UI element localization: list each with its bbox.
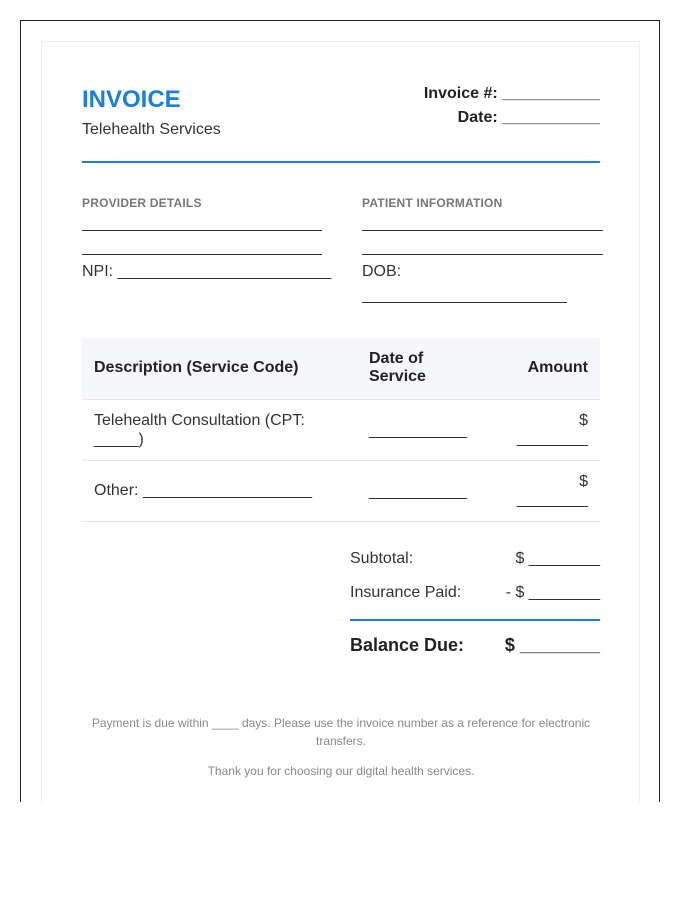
row1-date-field: ___________	[369, 422, 467, 439]
row1-description-line2: _____)	[94, 431, 144, 448]
totals-divider	[350, 619, 600, 621]
balance-due-value: $ ________	[504, 635, 600, 655]
column-header-date-line2: Service	[369, 368, 426, 385]
balance-due-label: Balance Due:	[350, 635, 465, 655]
table-row-divider	[82, 460, 600, 461]
insurance-paid-value: - $ ________	[505, 584, 600, 601]
patient-dob-line	[362, 302, 567, 303]
table-row-divider	[82, 399, 600, 400]
patient-address-line	[362, 254, 603, 255]
column-header-description: Description (Service Code)	[94, 359, 299, 376]
invoice-number-field: Invoice #: ___________	[423, 85, 600, 102]
row2-date-field: ___________	[369, 483, 467, 500]
row2-amount-symbol: $	[579, 473, 588, 490]
invoice-date-field: Date: ___________	[457, 109, 600, 126]
row1-description-line1: Telehealth Consultation (CPT:	[94, 412, 305, 429]
payment-terms-note: Payment is due within ____ days. Please use the invoice number as a reference for electronic transfers.	[91, 716, 591, 748]
invoice-subtitle: Telehealth Services	[82, 121, 221, 138]
subtotal-label: Subtotal:	[350, 550, 414, 567]
insurance-paid-label: Insurance Paid:	[350, 584, 462, 601]
row1-amount-field: ________	[516, 430, 588, 447]
provider-npi-field: NPI: ________________________	[82, 263, 332, 280]
header-divider	[82, 161, 600, 163]
column-header-date-line1: Date of	[369, 350, 424, 367]
provider-address-line	[82, 254, 322, 255]
invoice-title: INVOICE	[82, 86, 181, 113]
column-header-amount: Amount	[527, 359, 588, 376]
provider-name-line	[82, 230, 322, 231]
provider-section-label: PROVIDER DETAILS	[82, 196, 202, 210]
table-row-divider	[82, 521, 600, 522]
subtotal-value: $ ________	[515, 550, 600, 567]
patient-dob-label: DOB:	[362, 263, 402, 280]
patient-section-label: PATIENT INFORMATION	[362, 196, 503, 210]
row1-amount-symbol: $	[579, 412, 588, 429]
row2-description: Other: ___________________	[94, 482, 312, 499]
patient-name-line	[362, 230, 603, 231]
thank-you-note: Thank you for choosing our digital health services.	[207, 764, 475, 778]
row2-amount-field: ________	[516, 491, 588, 508]
